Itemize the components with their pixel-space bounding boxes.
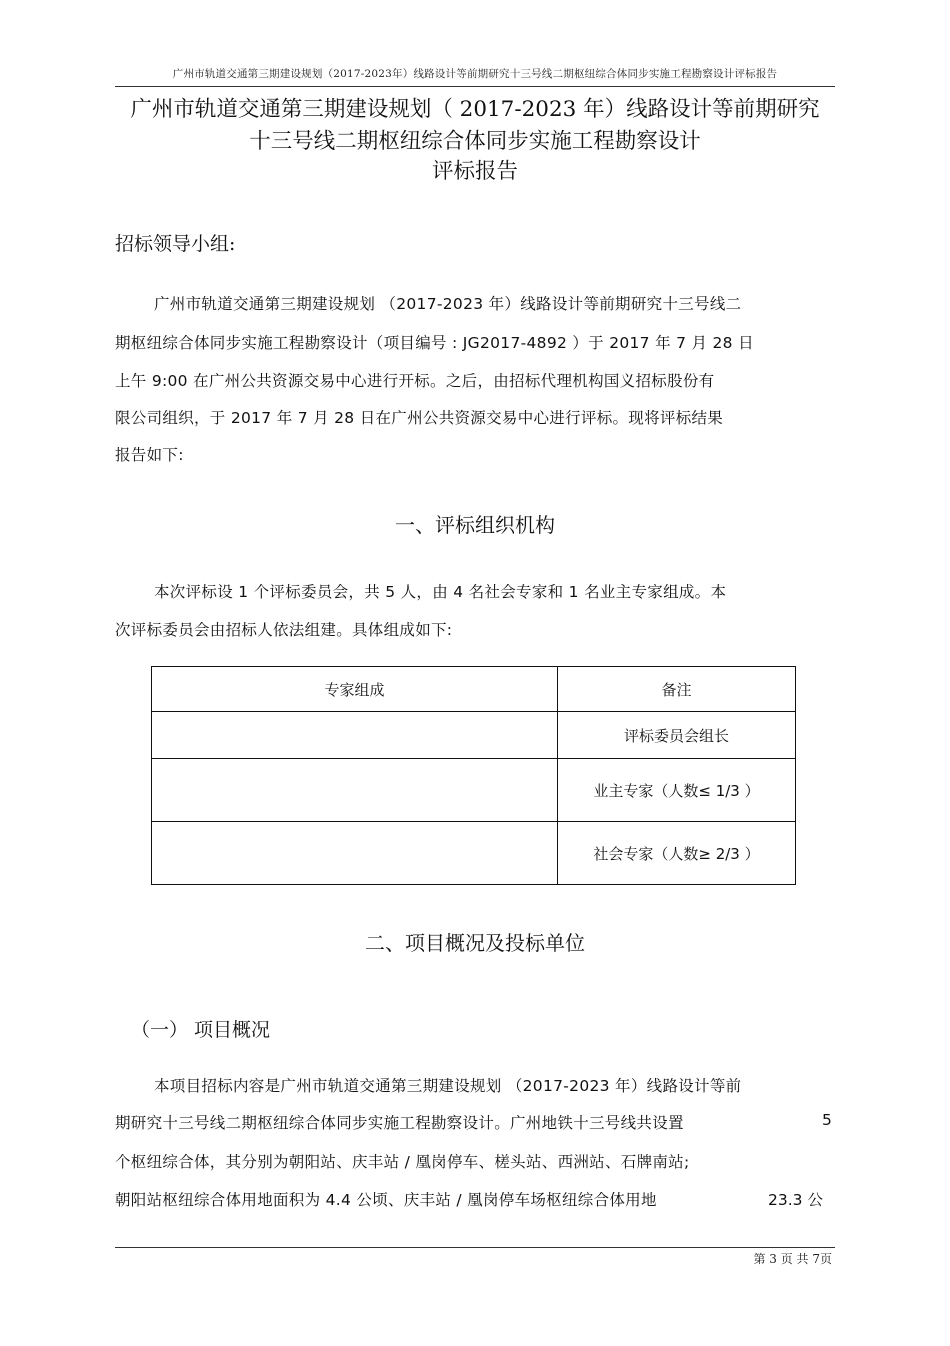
overview-line-4: 朝阳站枢纽综合体用地面积为 4.4 公顷、庆丰站 / 凰岗停车场枢纽综合体用地	[115, 1191, 657, 1209]
table-header-note: 备注	[558, 667, 796, 712]
overview-line-2: 期研究十三号线二期枢纽综合体同步实施工程勘察设计。广州地铁十三号线共设置	[115, 1114, 684, 1132]
intro-line-5: 报告如下:	[115, 446, 184, 464]
table-cell-experts	[152, 822, 558, 885]
intro-line-4: 限公司组织，于 2017 年 7 月 28 日在广州公共资源交易中心进行评标。现将评标结果	[115, 409, 724, 427]
section-1-line-1: 本次评标设 1 个评标委员会，共 5 人，由 4 名社会专家和 1 名业主专家组成。本	[154, 583, 727, 601]
intro-line-3: 上午 9:00 在广州公共资源交易中心进行开标。之后，由招标代理机构国义招标股份有	[115, 372, 715, 390]
table-cell-note: 社会专家（人数≥ 2/3 ）	[558, 822, 796, 885]
addressee: 招标领导小组:	[115, 233, 236, 255]
header-rule	[115, 86, 835, 87]
document-title-line-3: 评标报告	[431, 159, 518, 184]
section-2-heading: 二、项目概况及投标单位	[365, 931, 585, 955]
section-1-heading: 一、评标组织机构	[395, 513, 555, 537]
footer-rule	[115, 1247, 835, 1248]
overview-line-1: 本项目招标内容是广州市轨道交通第三期建设规划 （2017-2023 年）线路设计等前	[154, 1077, 742, 1095]
document-title-line-1: 广州市轨道交通第三期建设规划（ 2017-2023 年）线路设计等前期研究	[130, 97, 820, 122]
overview-line-4-tail: 23.3 公	[768, 1191, 823, 1209]
section-1-line-2: 次评标委员会由招标人依法组建。具体组成如下:	[115, 621, 453, 639]
document-title-line-2: 十三号线二期枢纽综合体同步实施工程勘察设计	[249, 129, 701, 154]
table-cell-experts	[152, 759, 558, 822]
table-cell-experts	[152, 712, 558, 759]
running-header: 广州市轨道交通第三期建设规划（2017-2023年）线路设计等前期研究十三号线二期枢纽综合体同步实施工程勘察设计评标报告	[172, 68, 778, 80]
intro-line-1: 广州市轨道交通第三期建设规划 （2017-2023 年）线路设计等前期研究十三号线二	[154, 295, 742, 313]
table-row	[152, 759, 796, 822]
table-row	[152, 712, 796, 759]
table-header-row	[152, 667, 796, 712]
table-cell-note: 业主专家（人数≤ 1/3 ）	[558, 759, 796, 822]
overview-line-3: 个枢纽综合体，其分别为朝阳站、庆丰站 / 凰岗停车、槎头站、西洲站、石牌南站;	[115, 1153, 690, 1171]
table-row	[152, 822, 796, 885]
subsection-1-heading: （一） 项目概况	[131, 1019, 271, 1041]
table-cell-note: 评标委员会组长	[558, 712, 796, 759]
committee-table	[151, 666, 796, 885]
table-header-experts: 专家组成	[152, 667, 558, 712]
overview-line-2-number: 5	[822, 1111, 832, 1129]
intro-line-2: 期枢纽综合体同步实施工程勘察设计（项目编号 : JG2017-4892 ）于 2017 年 7 月 28 日	[115, 334, 754, 352]
page-number: 第 3 页 共 7页	[753, 1252, 832, 1266]
